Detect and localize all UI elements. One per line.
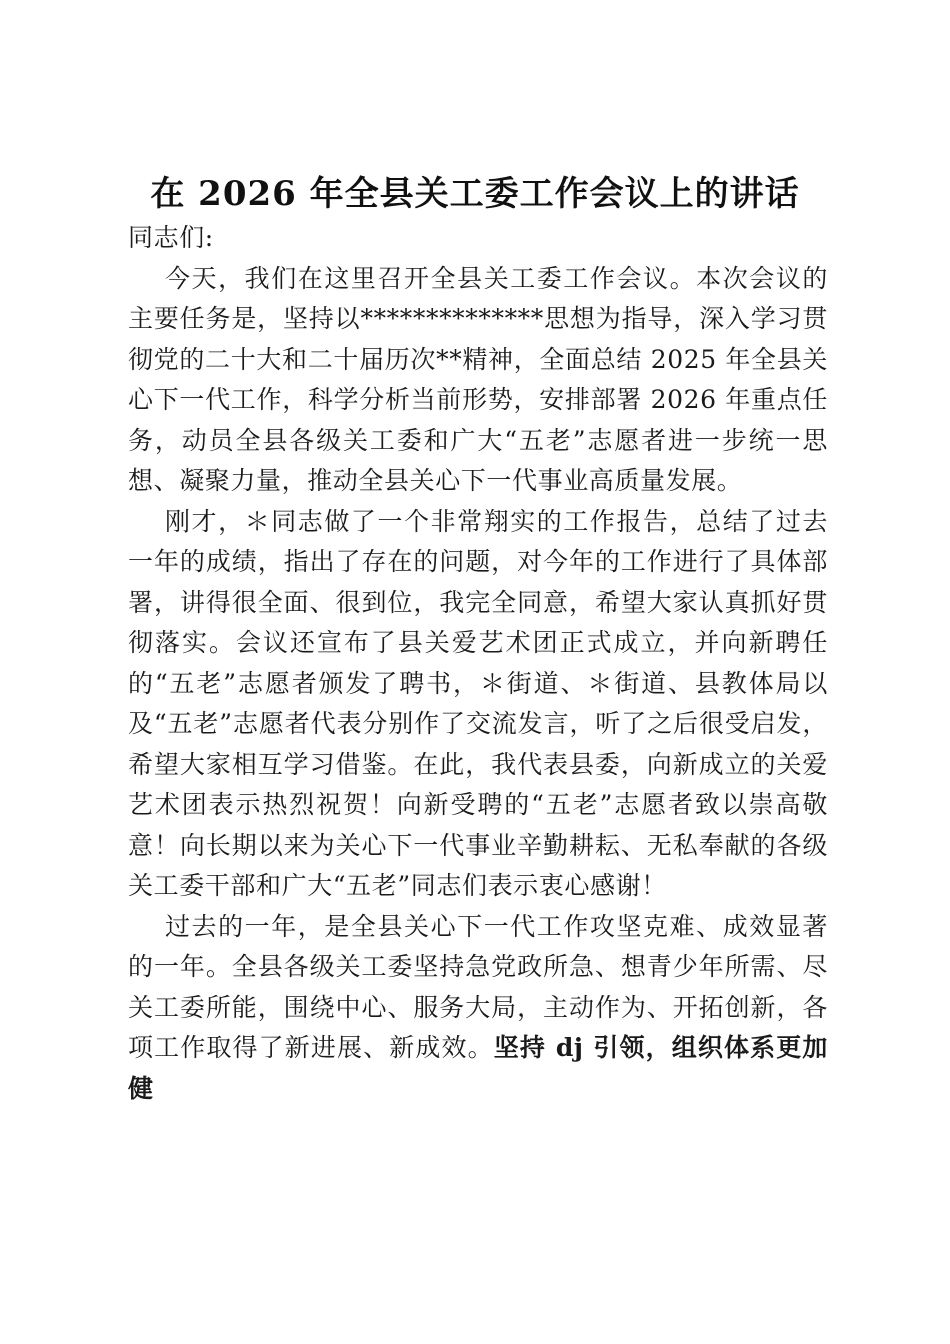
paragraph-thanks: 刚才，＊同志做了一个非常翔实的工作报告，总结了过去一年的成绩，指出了存在的问题，对今年的工作进行了具体部署，讲得很全面、很到位，我完全同意，希望大家认真抓好贯彻落实。会议还宣布了县关爱艺术团正式成立，并向新聘任的“五老”志愿者颁发了聘书，＊街道、＊街道、县教体局以及“五老”志愿者代表分别作了交流发言，听了之后很受启发，希望大家相互学习借鉴。在此，我代表县委，向新成立的关爱艺术团表示热烈祝贺！向新受聘的“五老”志愿者致以崇高敬意！向长期以来为关心下一代事业辛勤耕耘、无私奉献的各级关工委干部和广大“五老”同志们表示衷心感谢！ (128, 506, 828, 900)
document-title: 在 2026 年全县关工委工作会议上的讲话 (150, 174, 800, 214)
document-body (128, 218, 828, 1109)
salutation: 同志们: (128, 223, 214, 252)
paragraph-review-text: 过去的一年，是全县关心下一代工作攻坚克难、成效显著的一年。全县各级关工委坚持急党政所急、想青少年所需、尽关工委所能，围绕中心、服务大局，主动作为、开拓创新，各项工作取得了新进展、新成效。 (128, 911, 828, 1062)
paragraph-review (128, 907, 828, 1110)
paragraph-review-bold-heading: 坚持 dj 引领，组织体系更加健 (128, 1033, 829, 1103)
paragraph-opening: 今天，我们在这里召开全县关工委工作会议。本次会议的主要任务是，坚持以**************思想为指导，深入学习贯彻党的二十大和二十届历次**精神，全面总结 2025 年全县关心下一代工作，科学分析当前形势，安排部署 2026 年重点任务，动员全县各级关工委和广大“五老”志愿者进一步统一思想、凝聚力量，推动全县关心下一代事业高质量发展。 (128, 263, 828, 495)
